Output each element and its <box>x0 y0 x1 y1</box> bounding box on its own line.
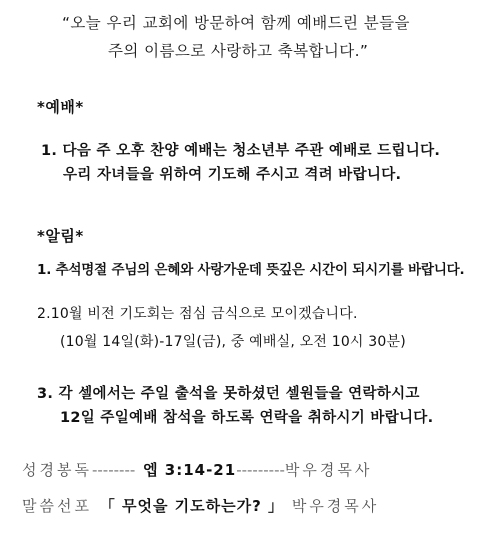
scripture-reading-row <box>22 459 372 480</box>
announcement-item-1: 1. 추석명절 주님의 은혜와 사랑가운데 뜻깊은 시간이 되시기를 바랍니다. <box>37 262 465 278</box>
greeting-line-2: 주의 이름으로 사랑하고 축복합니다.” <box>108 42 369 60</box>
scripture-reading-leader-2: --------- <box>236 461 285 479</box>
announcement-item-3-line-1: 3. 각 셀에서는 주일 출석을 못하셨던 셀원들을 연락하시고 <box>37 386 420 402</box>
scripture-reading-label: 성경봉독 <box>22 461 92 479</box>
sermon-label: 말씀선포 <box>22 497 92 515</box>
greeting-line-1: “오늘 우리 교회에 방문하여 함께 예배드린 분들을 <box>62 14 410 32</box>
worship-item-1-line-2: 우리 자녀들을 위하여 기도해 주시고 격려 바랍니다. <box>63 167 402 183</box>
announcement-item-2-line-1: 2.10월 비전 기도회는 점심 금식으로 모이겠습니다. <box>37 306 358 322</box>
worship-heading: *예배* <box>37 98 84 116</box>
announcement-item-2-line-2: (10월 14일(화)-17일(금), 중 예배실, 오전 10시 30분) <box>60 334 406 350</box>
announcement-item-3-line-2: 12일 주일예배 참석을 하도록 연락을 취하시기 바랍니다. <box>60 410 434 426</box>
scripture-reference: 엡 3:14-21 <box>143 461 237 479</box>
scripture-reading-leader: -------- <box>91 461 136 479</box>
sermon-title: 「 무엇을 기도하는가? 」 <box>99 497 285 515</box>
announcements-heading: *알림* <box>37 227 84 245</box>
scripture-reader: 박우경목사 <box>284 461 373 479</box>
sermon-preacher: 박우경목사 <box>291 497 380 515</box>
worship-item-1-line-1: 1. 다음 주 오후 찬양 예배는 청소년부 주관 예배로 드립니다. <box>41 143 441 159</box>
sermon-row <box>22 495 379 516</box>
